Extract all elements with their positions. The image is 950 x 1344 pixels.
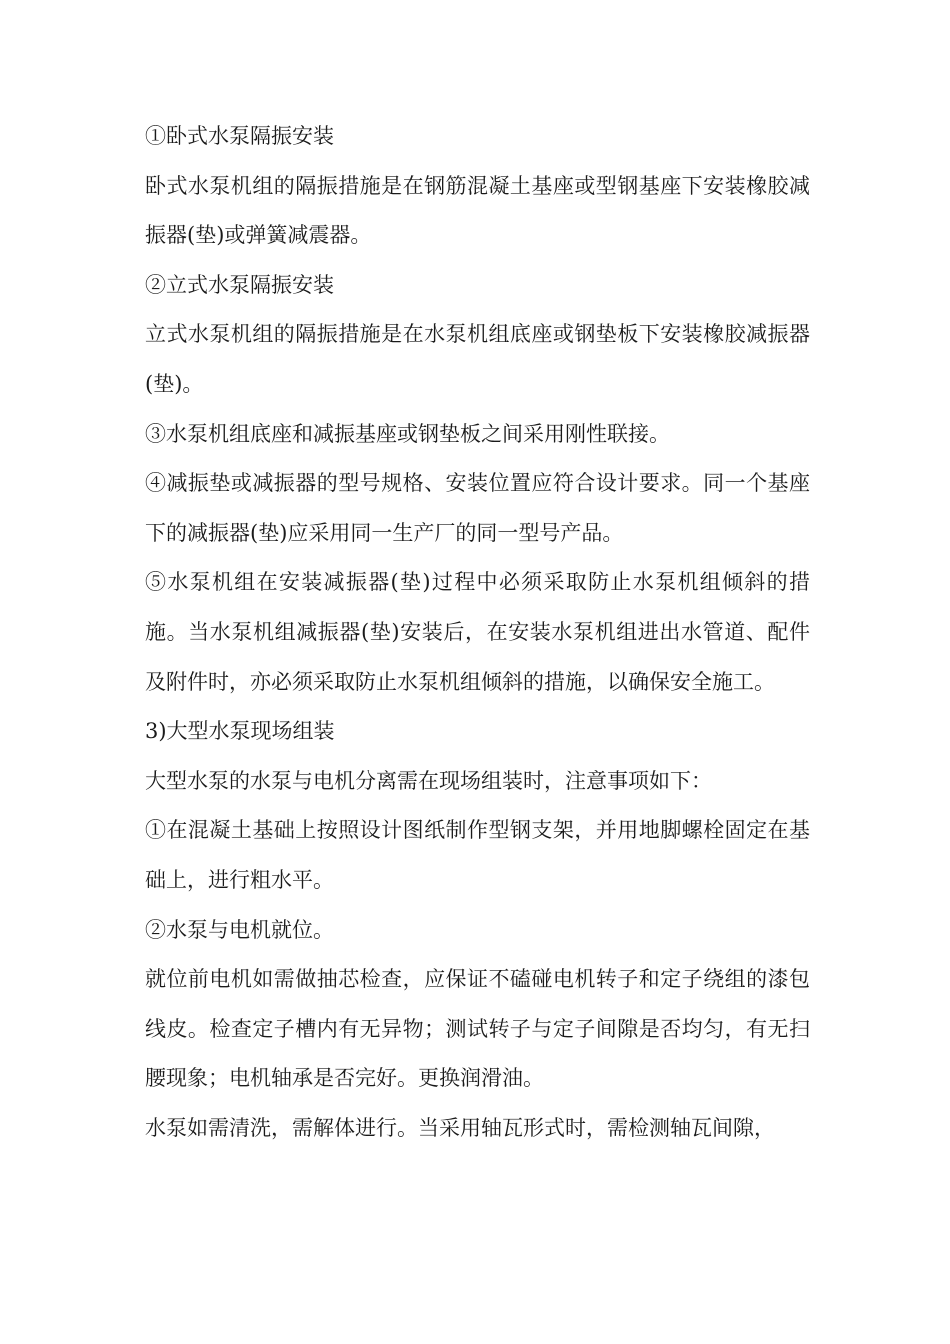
paragraph-damper-specification: ④减振垫或减振器的型号规格、安装位置应符合设计要求。同一个基座下的减振器(垫)应采用同一生产厂的同一型号产品。 <box>145 471 810 545</box>
paragraph-motor-inspection: 就位前电机如需做抽芯检查，应保证不磕碰电机转子和定子绕组的漆包线皮。检查定子槽内有无异物；测试转子与定子间隙是否均匀，有无扫腰现象；电机轴承是否完好。更换润滑油。 <box>145 967 810 1091</box>
paragraph-tilt-prevention: ⑤水泵机组在安装减振器(垫)过程中必须采取防止水泵机组倾斜的措施。当水泵机组减振器(垫)安装后，在安装水泵机组进出水管道、配件及附件时，亦必须采取防止水泵机组倾斜的措施，以确保安全施工。 <box>145 570 810 694</box>
heading-large-pump-assembly: 3)大型水泵现场组装 <box>145 719 335 744</box>
paragraph-rigid-connection: ③水泵机组底座和减振基座或钢垫板之间采用刚性联接。 <box>145 421 670 446</box>
heading-horizontal-pump-isolation: ①卧式水泵隔振安装 <box>145 124 334 148</box>
paragraph-vertical-pump-measures: 立式水泵机组的隔振措施是在水泵机组底座或钢垫板下安装橡胶减振器(垫)。 <box>145 322 810 396</box>
paragraph-assembly-notes-intro: 大型水泵的水泵与电机分离需在现场组装时，注意事项如下： <box>145 768 712 793</box>
paragraph-horizontal-pump-measures: 卧式水泵机组的隔振措施是在钢筋混凝土基座或型钢基座下安装橡胶减振器(垫)或弹簧减震器。 <box>145 173 810 248</box>
heading-vertical-pump-isolation: ②立式水泵隔振安装 <box>145 272 334 297</box>
paragraph-pump-motor-positioning: ②水泵与电机就位。 <box>145 917 334 942</box>
paragraph-steel-bracket: ①在混凝土基础上按照设计图纸制作型钢支架，并用地脚螺栓固定在基础上，进行粗水平。 <box>145 818 810 892</box>
paragraph-pump-cleaning: 水泵如需清洗，需解体进行。当采用轴瓦形式时，需检测轴瓦间隙， <box>145 1115 775 1140</box>
document-body <box>145 112 810 1153</box>
